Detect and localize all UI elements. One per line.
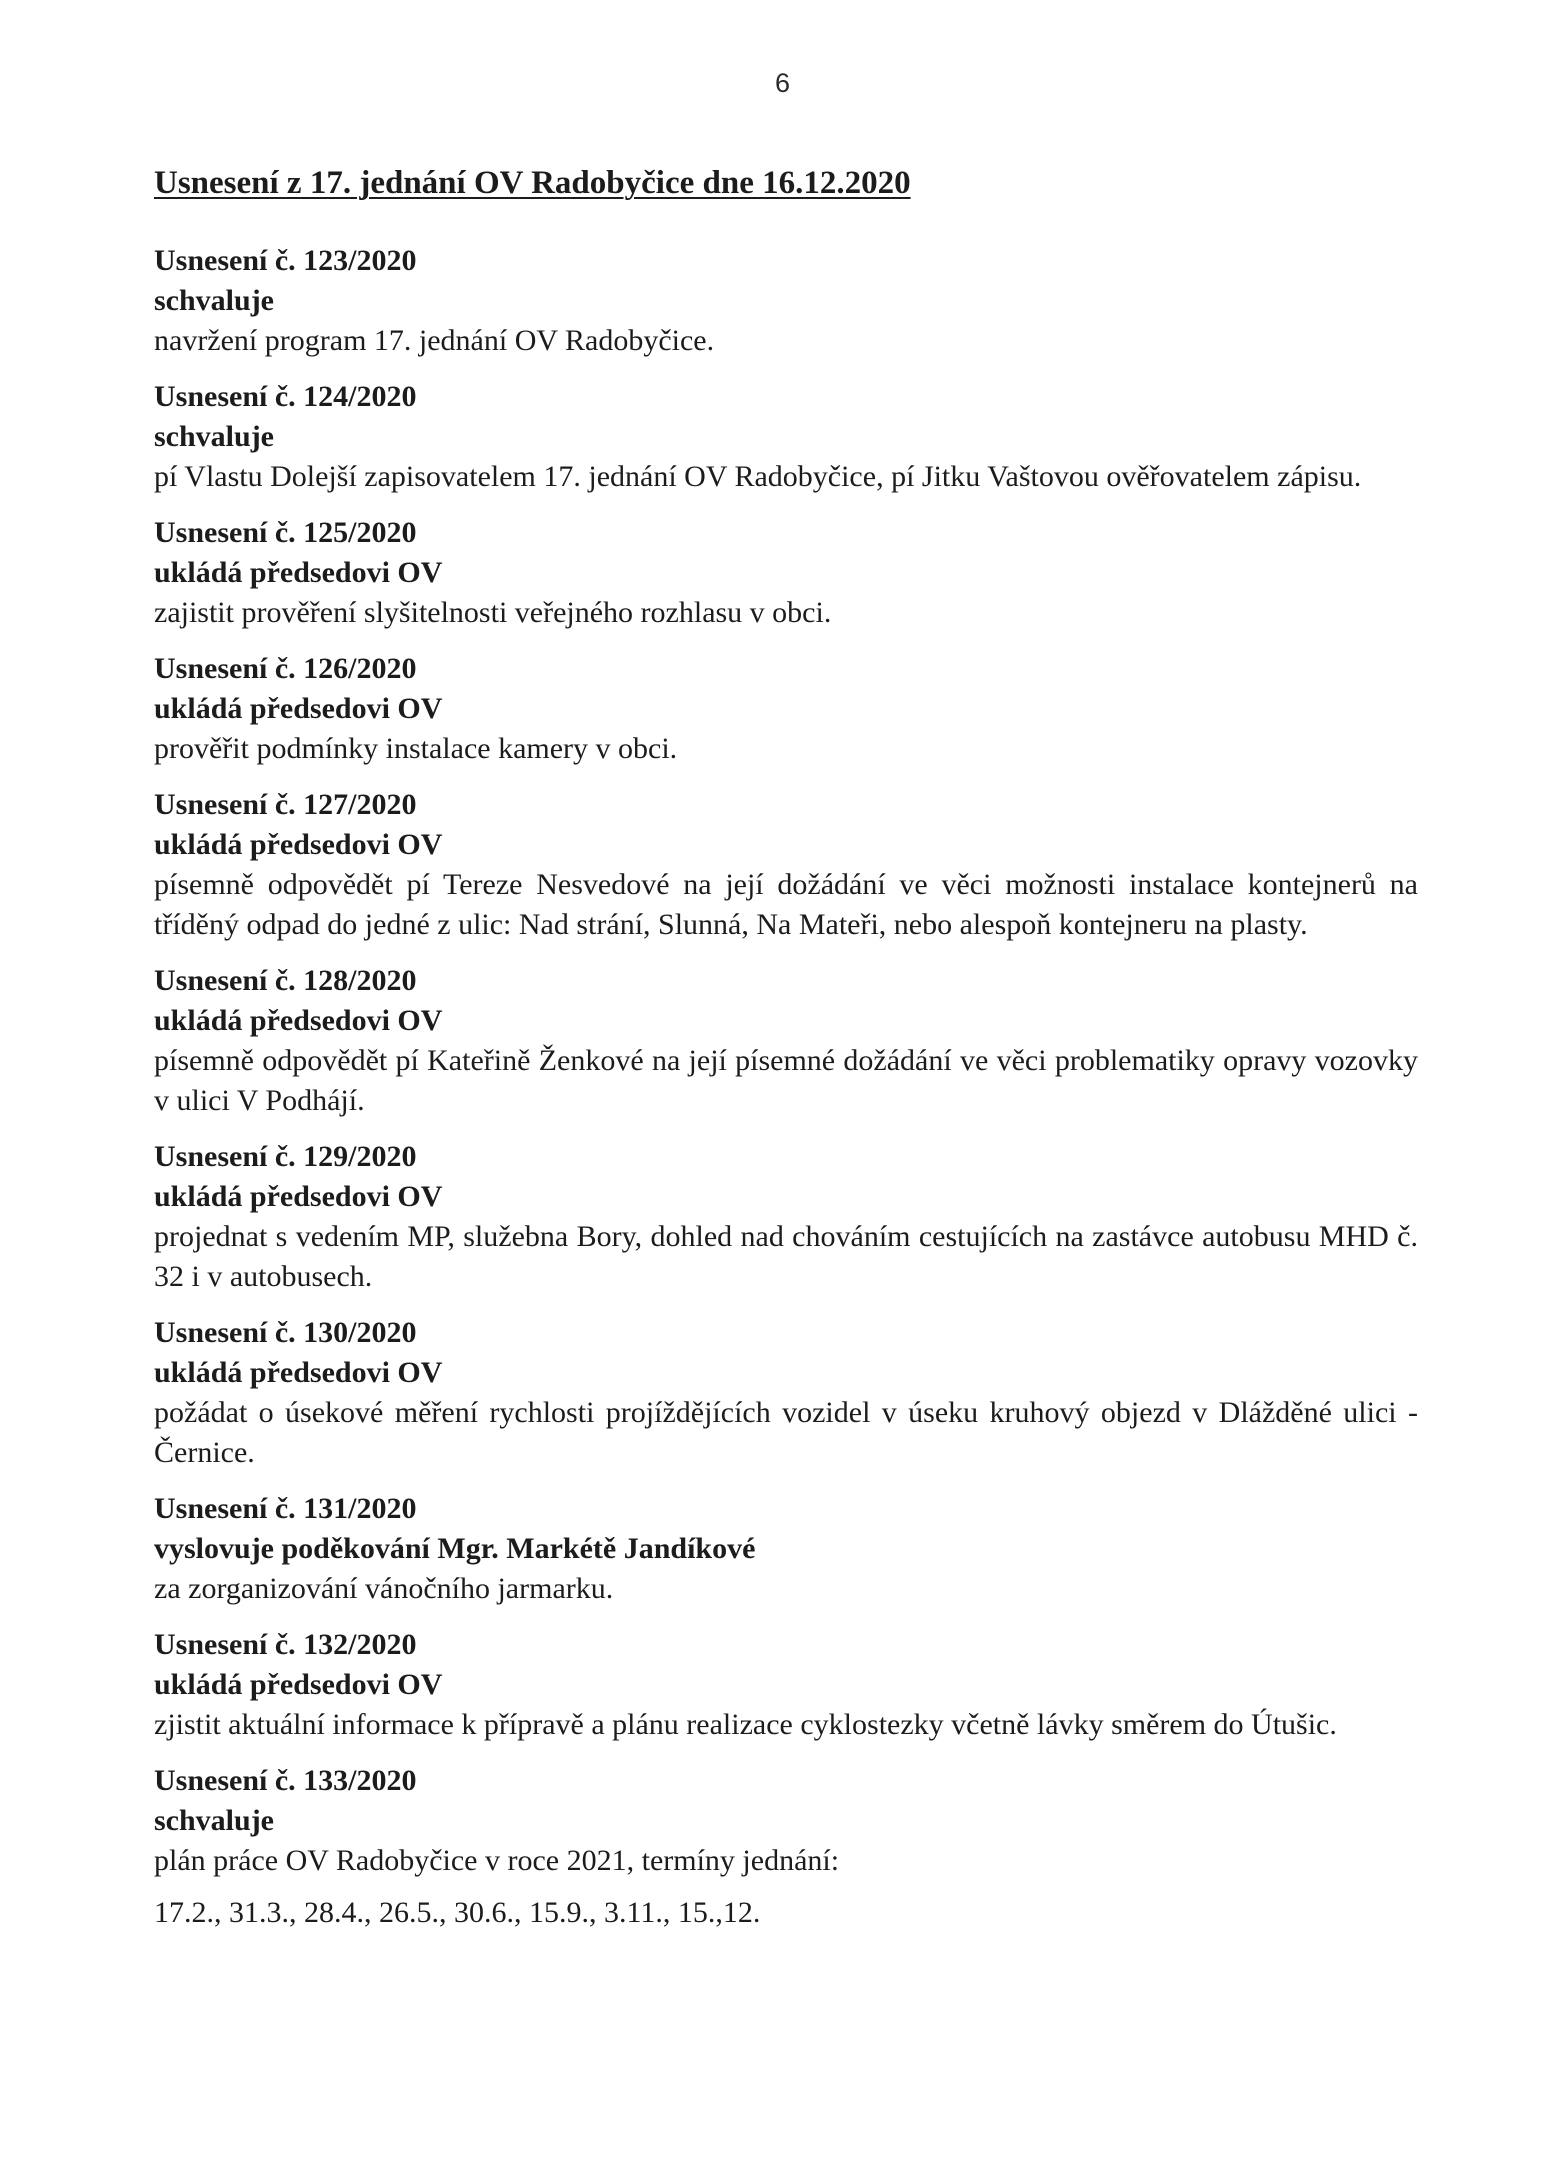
resolution-text: navržení program 17. jednání OV Radobyčice. — [154, 324, 715, 357]
resolution-item — [154, 1761, 1418, 1933]
resolution-text: zjistit aktuální informace k přípravě a plánu realizace cyklostezky včetně lávky směrem do Útušic. — [154, 1708, 1337, 1741]
resolution-number: Usnesení č. 133/2020 — [154, 1764, 417, 1797]
resolution-item — [154, 1313, 1418, 1473]
resolution-text: zajistit prověření slyšitelnosti veřejného rozhlasu v obci. — [154, 596, 832, 629]
resolution-number: Usnesení č. 125/2020 — [154, 516, 417, 549]
resolution-number: Usnesení č. 131/2020 — [154, 1492, 417, 1525]
resolution-item — [154, 785, 1418, 945]
resolution-verb: ukládá předsedovi OV — [154, 1180, 443, 1213]
resolution-number: Usnesení č. 126/2020 — [154, 652, 417, 685]
resolution-text: písemně odpovědět pí Tereze Nesvedové na její dožádání ve věci možnosti instalace kontejnerů na tříděný odpad do jedné z ulic: Nad strání, Slunná, Na Mateři, nebo alespoň kontejneru na plasty. — [154, 868, 1418, 941]
resolution-text: za zorganizování vánočního jarmarku. — [154, 1572, 614, 1605]
resolution-item — [154, 649, 1418, 769]
resolution-number: Usnesení č. 124/2020 — [154, 380, 417, 413]
resolution-number: Usnesení č. 127/2020 — [154, 788, 417, 821]
resolution-item — [154, 961, 1418, 1121]
document-title: Usnesení z 17. jednání OV Radobyčice dne 16.12.2020 — [154, 165, 911, 201]
resolution-item — [154, 513, 1418, 633]
resolution-text: prověřit podmínky instalace kamery v obci. — [154, 732, 678, 765]
resolution-item — [154, 1137, 1418, 1297]
resolution-verb: ukládá předsedovi OV — [154, 1004, 443, 1037]
resolution-verb: ukládá předsedovi OV — [154, 1668, 443, 1701]
resolution-item — [154, 377, 1418, 497]
resolution-number: Usnesení č. 123/2020 — [154, 244, 417, 277]
resolution-text: projednat s vedením MP, služebna Bory, dohled nad chováním cestujících na zastávce autobusu MHD č. 32 i v autobusech. — [154, 1220, 1418, 1293]
resolution-text: plán práce OV Radobyčice v roce 2021, termíny jednání: — [154, 1844, 840, 1877]
resolution-verb: schvaluje — [154, 1804, 274, 1837]
resolution-text: pí Vlastu Dolejší zapisovatelem 17. jednání OV Radobyčice, pí Jitku Vaštovou ověřovatelem zápisu. — [154, 460, 1362, 493]
resolution-verb: schvaluje — [154, 420, 274, 453]
resolution-number: Usnesení č. 130/2020 — [154, 1316, 417, 1349]
resolution-verb: ukládá předsedovi OV — [154, 556, 443, 589]
resolution-verb: schvaluje — [154, 284, 274, 317]
resolution-number: Usnesení č. 128/2020 — [154, 964, 417, 997]
resolution-number: Usnesení č. 132/2020 — [154, 1628, 417, 1661]
resolution-verb: ukládá předsedovi OV — [154, 692, 443, 725]
resolution-item — [154, 1625, 1418, 1745]
page-number: 6 — [774, 68, 791, 98]
meeting-dates: 17.2., 31.3., 28.4., 26.5., 30.6., 15.9., 3.11., 15.,12. — [154, 1896, 761, 1929]
resolution-item — [154, 241, 1418, 361]
resolution-text: požádat o úsekové měření rychlosti projíždějících vozidel v úseku kruhový objezd v Dlážděné ulici - Černice. — [154, 1396, 1418, 1469]
resolution-text: písemně odpovědět pí Kateřině Ženkové na její písemné dožádání ve věci problematiky opravy vozovky v ulici V Podhájí. — [154, 1044, 1418, 1117]
resolution-verb: ukládá předsedovi OV — [154, 828, 443, 861]
resolution-verb: ukládá předsedovi OV — [154, 1356, 443, 1389]
resolution-verb: vyslovuje poděkování Mgr. Markétě Jandíkové — [154, 1532, 756, 1565]
resolution-item — [154, 1489, 1418, 1609]
resolutions-list — [154, 241, 1418, 1949]
resolution-number: Usnesení č. 129/2020 — [154, 1140, 417, 1173]
